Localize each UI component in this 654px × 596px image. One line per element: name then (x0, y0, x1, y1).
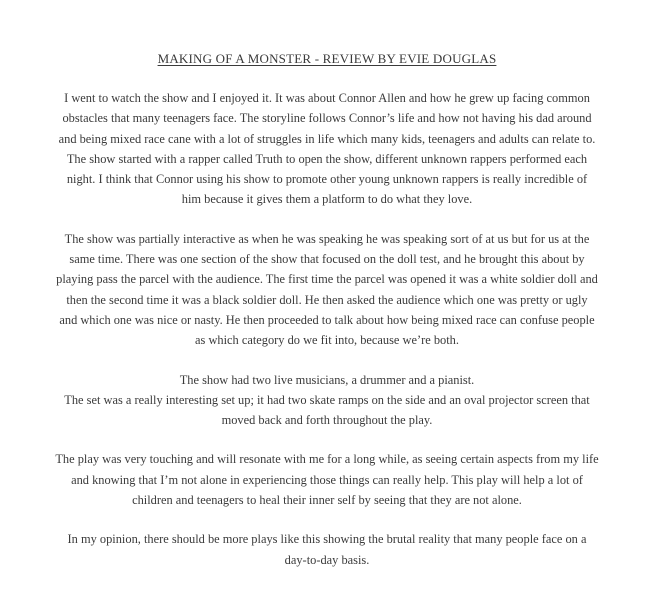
text-line: then the second time it was a black soldier doll. He then asked the audience which one was pretty or ugly (66, 292, 588, 307)
text-line: playing pass the parcel with the audience. The first time the parcel was opened it was a white soldier doll and (56, 272, 598, 287)
text-line: The set was a really interesting set up; it had two skate ramps on the side and an oval projector screen that (64, 392, 590, 407)
paragraph-touching (44, 449, 610, 510)
text-line: same time. There was one section of the show that focused on the doll test, and he brought this about by (69, 252, 585, 267)
text-line: children and teenagers to heal their inner self by seeing that they are not alone. (132, 493, 522, 508)
text-line: him because it gives them a platform to do what they love. (181, 192, 473, 207)
text-line: and knowing that I’m not alone in experiencing those things can really help. This play will help a lot of (71, 472, 583, 487)
paragraph-musicians-set (44, 370, 610, 431)
text-line: The show was partially interactive as when he was speaking he was speaking sort of at us but for us at the (64, 231, 590, 246)
paragraph-interactive (44, 229, 610, 351)
text-line: The play was very touching and will resonate with me for a long while, as seeing certain aspects from my life (55, 452, 599, 467)
text-line: and which one was nice or nasty. He then proceeded to talk about how being mixed race can confuse people (59, 312, 595, 327)
text-line: as which category do we fit into, because we’re both. (195, 333, 459, 348)
paragraph-opinion (44, 529, 610, 570)
text-line: I went to watch the show and I enjoyed it. It was about Connor Allen and how he grew up facing common (64, 91, 590, 105)
text-line: moved back and forth throughout the play. (221, 413, 433, 428)
text-line: In my opinion, there should be more plays like this showing the brutal reality that many people face on a (67, 532, 587, 547)
paragraph-intro (44, 88, 610, 210)
document-title: MAKING OF A MONSTER - REVIEW BY EVIE DOUGLAS (157, 51, 497, 66)
text-line: obstacles that many teenagers face. The storyline follows Connor’s life and how not having his dad around (62, 111, 592, 126)
text-line: The show started with a rapper called Truth to open the show, different unknown rappers performed each (66, 151, 588, 166)
text-line: The show had two live musicians, a drummer and a pianist. (179, 372, 475, 387)
text-line: and being mixed race cane with a lot of struggles in life which many kids, teenagers and adults can relate to. (58, 131, 596, 146)
text-line: night. I think that Connor using his show to promote other young unknown rappers is really incredible of (66, 172, 588, 187)
text-line: day-to-day basis. (284, 552, 370, 567)
